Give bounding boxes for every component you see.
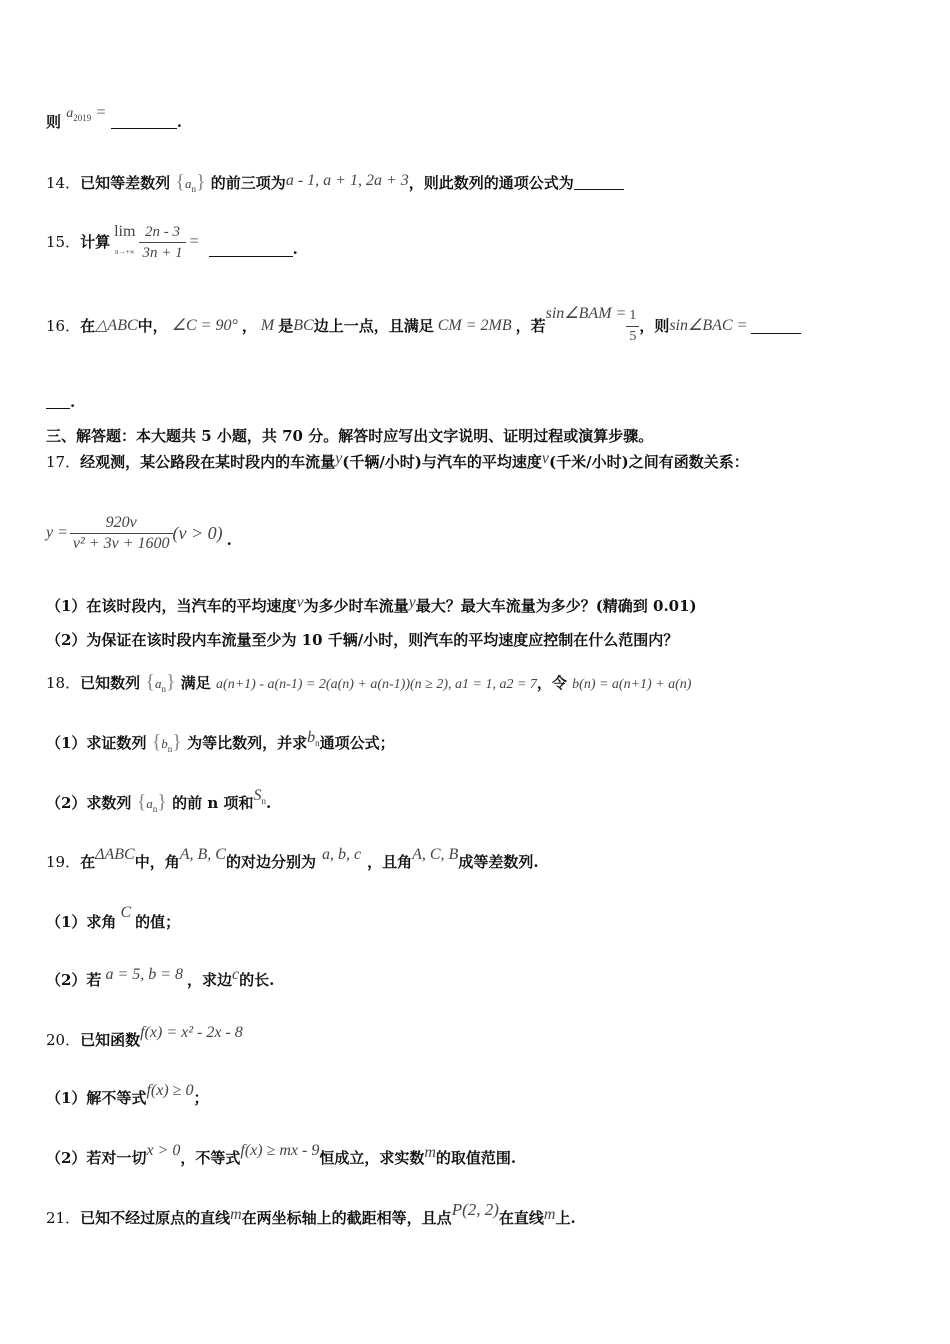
q19-part-2: （2）若 a = 5, b = 8 ，求边c的长. [46,966,275,989]
q20-part-2: （2）若对一切x > 0，不等式f(x) ≥ mx - 9恒成立，求实数m的取值范围. [46,1142,517,1167]
question-15: 15． 计算 lim n→+∞ $\frac{2n - 3}{3n + 1}$ = . [46,223,298,261]
question-20: 20．已知函数f(x) = x² - 2x - 8 [46,1024,243,1049]
q18-part-2: （2）求数列 $\{a_n\}$ 的前 n 项和$S_n$. [46,787,272,814]
q17-part-2: （2）为保证在该时段内车流量至少为 10 千辆/小时，则汽车的平均速度应控制在什么范围内？ [46,631,679,649]
answer-blank[interactable] [751,319,801,334]
question-16: 16． 在 △ABC 中， ∠C = 90° ， M 是 BC 边上一点，且满足 CM = 2MB ，若 sin∠BAM = $\frac{1}{5}$ ，则 sin∠BAC = [46,304,801,348]
q18-part-1: （1）求证数列 $\{b_n\}$ 为等比数列，并求$b_n$通项公式； [46,729,395,754]
limit-fraction: $\frac{2n - 3}{3n + 1}$ [139,222,185,263]
question-21: 21．已知不经过原点的直线m在两坐标轴上的截距相等，且点P(2, 2)在直线m上. [46,1200,576,1227]
answer-blank[interactable] [574,175,624,190]
answer-line-a2019: 则 $a_{2019}$ = . [46,104,182,131]
q17-part-1: （1）在该时段内，当汽车的平均速度v为多少时车流量y最大？最大车流量为多少？(精确到 0.01) [46,594,697,615]
question-17: 17．经观测，某公路段在某时段内的车流量y(千辆/小时)与汽车的平均速度v(千米/小时)之间有函数关系： [46,450,749,471]
q17-formula: y = $\frac{920v}{\text{v² + 3v + 1600}}$ (v > 0) . [46,513,232,552]
question-18: 18．已知数列 $\{a_n\}$ 满足 a(n+1) - a(n-1) = 2(a(n) + a(n-1))(n ≥ 2), a1 = 1, a2 = 7，令 b(n) = a(n+1) + a(n) [46,671,692,694]
question-19: 19．在ΔABC中，角A, B, C的对边分别为 a, b, c ，且角A, C, B成等差数列. [46,846,539,871]
answer-blank-cont[interactable] [46,394,70,409]
q20-part-1: （1）解不等式f(x) ≥ 0； [46,1082,209,1107]
answer-blank[interactable] [209,242,293,257]
section-3-heading: 三、解答题：本大题共 5 小题，共 70 分。解答时应写出文字说明、证明过程或演算步骤。 [46,427,654,445]
answer-blank[interactable] [111,114,177,129]
question-14: 14．已知等差数列 $\{a_n\}$ 的前三项为a - 1, a + 1, 2a + 3，则此数列的通项公式为 [46,172,624,199]
q19-part-1: （1）求角C的值； [46,904,181,931]
